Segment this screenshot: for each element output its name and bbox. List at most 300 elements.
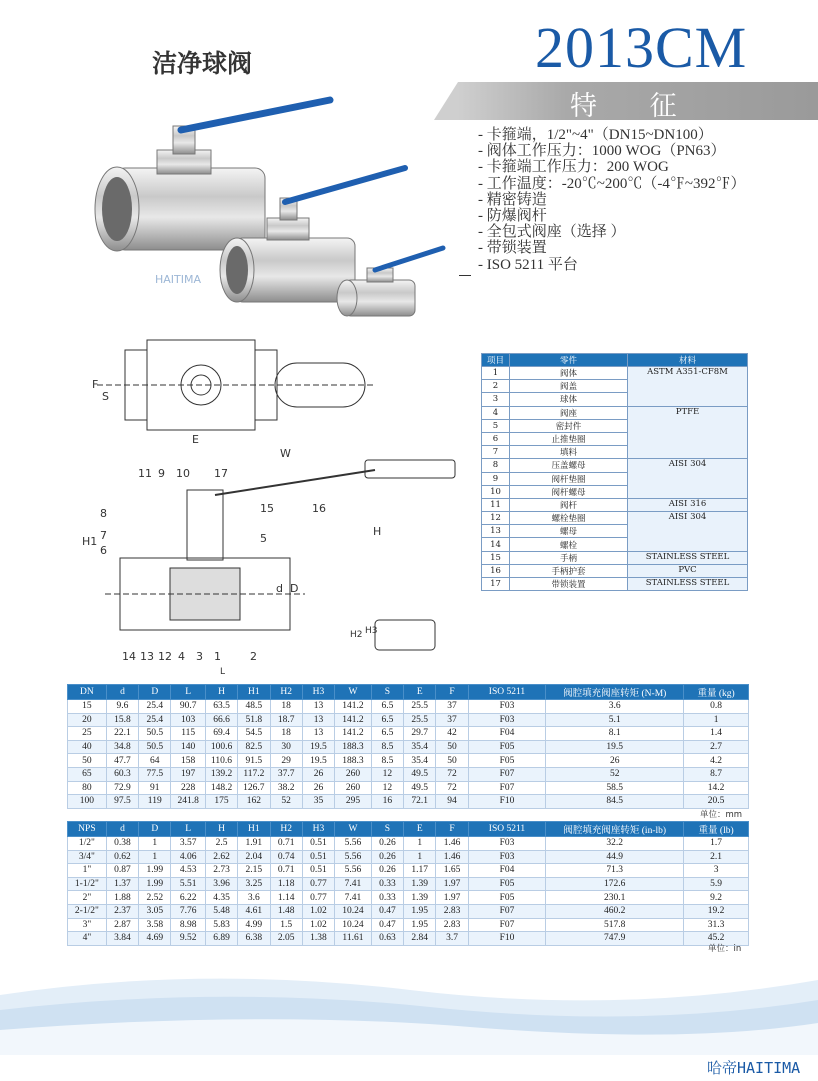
part-number: 14	[482, 538, 510, 551]
imperial-cell: 1	[139, 837, 171, 851]
metric-cell: 72	[436, 767, 468, 781]
metric-cell: 60.3	[106, 767, 138, 781]
imperial-cell: 1.38	[302, 932, 334, 946]
imperial-cell: 3.25	[238, 877, 270, 891]
metric-cell: 110.6	[205, 754, 237, 768]
imperial-header: 重量 (lb)	[684, 822, 749, 837]
metric-cell: 9.6	[106, 700, 138, 714]
part-name: 密封件	[510, 419, 628, 432]
metric-cell: 25	[68, 727, 107, 741]
metric-cell: 22.1	[106, 727, 138, 741]
feature-item: - 防爆阀杆	[478, 208, 547, 225]
imperial-header: F	[436, 822, 468, 837]
metric-cell: 35	[302, 795, 334, 809]
imperial-cell: 1.17	[404, 864, 436, 878]
imperial-header: H1	[238, 822, 270, 837]
imperial-cell: 7.41	[335, 891, 372, 905]
metric-cell: 158	[171, 754, 205, 768]
imperial-cell: 6.89	[205, 932, 237, 946]
imperial-row	[68, 877, 749, 891]
metric-cell: 6.5	[371, 713, 403, 727]
metric-cell: 47.7	[106, 754, 138, 768]
metric-cell: 65	[68, 767, 107, 781]
part-number: 13	[482, 525, 510, 538]
imperial-cell: 45.2	[684, 932, 749, 946]
metric-cell: 8.5	[371, 754, 403, 768]
metric-cell: 50	[68, 754, 107, 768]
metric-cell: 16	[371, 795, 403, 809]
dim-d: d	[276, 582, 283, 595]
imperial-cell: 31.3	[684, 918, 749, 932]
metric-cell: 19.5	[302, 754, 334, 768]
imperial-cell: 6.38	[238, 932, 270, 946]
imperial-cell: 2.37	[106, 904, 138, 918]
part-name: 阀杆	[510, 498, 628, 511]
imperial-row	[68, 864, 749, 878]
metric-row	[68, 713, 749, 727]
metric-header: 阀腔填充阀座转矩 (N-M)	[546, 685, 684, 700]
metric-cell: 18	[270, 727, 302, 741]
metric-cell: 35.4	[404, 740, 436, 754]
metric-cell: 18.7	[270, 713, 302, 727]
imperial-cell: 1.99	[139, 864, 171, 878]
metric-cell: 4.2	[684, 754, 749, 768]
metric-cell: 141.2	[335, 713, 372, 727]
metric-cell: 72.9	[106, 781, 138, 795]
metric-cell: 37	[436, 700, 468, 714]
metric-cell: F05	[468, 740, 546, 754]
metric-row	[68, 795, 749, 809]
parts-table	[481, 353, 748, 591]
imperial-cell: 1.88	[106, 891, 138, 905]
imperial-cell: 8.98	[171, 918, 205, 932]
part-name: 螺栓垫圈	[510, 512, 628, 525]
metric-header: L	[171, 685, 205, 700]
part-number: 5	[482, 419, 510, 432]
imperial-header: ISO 5211	[468, 822, 546, 837]
imperial-cell: 460.2	[546, 904, 684, 918]
balloon-17: 17	[214, 467, 228, 480]
part-material: AISI 304	[628, 459, 748, 499]
balloon-1: 1	[214, 650, 221, 663]
imperial-row	[68, 837, 749, 851]
dim-h1: H1	[82, 535, 98, 548]
metric-cell: 20.5	[684, 795, 749, 809]
metric-cell: 72.1	[404, 795, 436, 809]
parts-row	[482, 406, 748, 419]
imperial-cell: 5.56	[335, 837, 372, 851]
balloon-12: 12	[158, 650, 172, 663]
imperial-cell: 2.15	[238, 864, 270, 878]
metric-cell: 1.4	[684, 727, 749, 741]
parts-row	[482, 498, 748, 511]
imperial-cell: 517.8	[546, 918, 684, 932]
imperial-header: 阀腔填充阀座转矩 (in-lb)	[546, 822, 684, 837]
part-name: 球体	[510, 393, 628, 406]
metric-row	[68, 767, 749, 781]
metric-header: D	[139, 685, 171, 700]
imperial-cell: 1	[404, 837, 436, 851]
imperial-cell: 2-1/2"	[68, 904, 107, 918]
part-number: 10	[482, 485, 510, 498]
imperial-cell: 10.24	[335, 904, 372, 918]
metric-cell: 29.7	[404, 727, 436, 741]
feature-item: - 卡箍端工作压力：200 WOG	[478, 159, 669, 176]
imperial-cell: F04	[468, 864, 546, 878]
metric-spec-table	[67, 684, 749, 809]
imperial-cell: 0.74	[270, 850, 302, 864]
imperial-cell: 1.18	[270, 877, 302, 891]
part-number: 8	[482, 459, 510, 472]
imperial-cell: 2.52	[139, 891, 171, 905]
imperial-row	[68, 932, 749, 946]
imperial-cell: 172.6	[546, 877, 684, 891]
imperial-cell: 0.47	[371, 904, 403, 918]
metric-cell: 25.4	[139, 713, 171, 727]
metric-header: H	[205, 685, 237, 700]
metric-cell: 3.6	[546, 700, 684, 714]
feature-item: - ISO 5211 平台	[478, 256, 578, 273]
metric-header: H1	[238, 685, 270, 700]
imperial-cell: 4.69	[139, 932, 171, 946]
metric-cell: 37.7	[270, 767, 302, 781]
metric-cell: F03	[468, 700, 546, 714]
imperial-cell: 1.99	[139, 877, 171, 891]
metric-cell: 117.2	[238, 767, 270, 781]
metric-header: F	[436, 685, 468, 700]
metric-header: H3	[302, 685, 334, 700]
metric-cell: 50	[436, 740, 468, 754]
feature-item: - 卡箍端，1/2"~4"（DN15~DN100）	[478, 127, 713, 143]
imperial-cell: 1"	[68, 864, 107, 878]
metric-cell: 50	[436, 754, 468, 768]
decorative-wave	[0, 955, 818, 1055]
metric-cell: F04	[468, 727, 546, 741]
imperial-header: L	[171, 822, 205, 837]
balloon-5: 5	[260, 532, 267, 545]
imperial-header: NPS	[68, 822, 107, 837]
metric-cell: 140	[171, 740, 205, 754]
imperial-cell: 4.35	[205, 891, 237, 905]
imperial-cell: F07	[468, 918, 546, 932]
metric-cell: 91	[139, 781, 171, 795]
metric-cell: 13	[302, 713, 334, 727]
imperial-cell: 0.63	[371, 932, 403, 946]
metric-cell: F07	[468, 767, 546, 781]
imperial-header: H3	[302, 822, 334, 837]
part-material: STAINLESS STEEL	[628, 578, 748, 591]
metric-cell: 26	[302, 767, 334, 781]
parts-row	[482, 512, 748, 525]
metric-cell: 119	[139, 795, 171, 809]
metric-cell: 91.5	[238, 754, 270, 768]
model-number: 2013CM	[535, 15, 748, 80]
part-material: STAINLESS STEEL	[628, 551, 748, 564]
imperial-cell: 0.33	[371, 877, 403, 891]
part-name: 阀杆螺母	[510, 485, 628, 498]
imperial-cell: 2.5	[205, 837, 237, 851]
metric-cell: 13	[302, 727, 334, 741]
parts-row	[482, 551, 748, 564]
metric-cell: 260	[335, 781, 372, 795]
imperial-cell: 3.84	[106, 932, 138, 946]
metric-cell: 19.5	[546, 740, 684, 754]
product-photo	[85, 90, 465, 330]
metric-header: DN	[68, 685, 107, 700]
imperial-cell: 1.95	[404, 904, 436, 918]
part-name: 手柄	[510, 551, 628, 564]
part-number: 12	[482, 512, 510, 525]
part-material: PVC	[628, 564, 748, 577]
metric-cell: 8.7	[684, 767, 749, 781]
balloon-10: 10	[176, 467, 190, 480]
imperial-cell: 7.41	[335, 877, 372, 891]
imperial-cell: F05	[468, 877, 546, 891]
imperial-cell: 0.77	[302, 877, 334, 891]
part-number: 15	[482, 551, 510, 564]
imperial-cell: 0.51	[302, 864, 334, 878]
part-number: 17	[482, 578, 510, 591]
imperial-cell: 2.05	[270, 932, 302, 946]
imperial-cell: 2.1	[684, 850, 749, 864]
dim-f: F	[92, 378, 99, 391]
imperial-header: E	[404, 822, 436, 837]
part-material: AISI 316	[628, 498, 748, 511]
features-heading: 特 征	[570, 91, 699, 122]
metric-cell: 162	[238, 795, 270, 809]
metric-cell: 228	[171, 781, 205, 795]
imperial-cell: 32.2	[546, 837, 684, 851]
metric-cell: 52	[270, 795, 302, 809]
metric-cell: 175	[205, 795, 237, 809]
metric-row	[68, 740, 749, 754]
metric-cell: 34.8	[106, 740, 138, 754]
imperial-header: H	[205, 822, 237, 837]
imperial-cell: 19.2	[684, 904, 749, 918]
metric-cell: 241.8	[171, 795, 205, 809]
imperial-cell: 7.76	[171, 904, 205, 918]
metric-cell: 141.2	[335, 700, 372, 714]
metric-cell: 66.6	[205, 713, 237, 727]
feature-item: - 带锁装置	[478, 240, 547, 257]
imperial-cell: 0.51	[302, 837, 334, 851]
metric-cell: 84.5	[546, 795, 684, 809]
imperial-cell: 1.37	[106, 877, 138, 891]
metric-row	[68, 781, 749, 795]
imperial-cell: F03	[468, 850, 546, 864]
metric-cell: 12	[371, 781, 403, 795]
imperial-cell: 2.84	[404, 932, 436, 946]
imperial-cell: 9.52	[171, 932, 205, 946]
metric-cell: 25.5	[404, 700, 436, 714]
imperial-cell: 3.7	[436, 932, 468, 946]
imperial-header: S	[371, 822, 403, 837]
metric-header: d	[106, 685, 138, 700]
imperial-cell: 0.47	[371, 918, 403, 932]
imperial-cell: 1.02	[302, 904, 334, 918]
metric-row	[68, 727, 749, 741]
dim-w: W	[280, 447, 291, 460]
imperial-cell: 4.06	[171, 850, 205, 864]
metric-cell: 42	[436, 727, 468, 741]
metric-cell: 38.2	[270, 781, 302, 795]
part-number: 1	[482, 367, 510, 380]
metric-cell: 6.5	[371, 700, 403, 714]
metric-cell: 148.2	[205, 781, 237, 795]
part-number: 11	[482, 498, 510, 511]
imperial-cell: 4.53	[171, 864, 205, 878]
imperial-cell: 5.56	[335, 850, 372, 864]
imperial-cell: 0.26	[371, 864, 403, 878]
balloon-15: 15	[260, 502, 274, 515]
metric-cell: 100.6	[205, 740, 237, 754]
imperial-cell: F07	[468, 904, 546, 918]
metric-cell: 1	[684, 713, 749, 727]
metric-cell: 15	[68, 700, 107, 714]
part-name: 填料	[510, 446, 628, 459]
metric-cell: 6.5	[371, 727, 403, 741]
imperial-cell: 2"	[68, 891, 107, 905]
imperial-cell: 4.99	[238, 918, 270, 932]
part-number: 9	[482, 472, 510, 485]
features-list	[478, 127, 745, 273]
metric-cell: 115	[171, 727, 205, 741]
imperial-cell: 1/2"	[68, 837, 107, 851]
part-number: 2	[482, 380, 510, 393]
metric-row	[68, 700, 749, 714]
imperial-cell: 6.22	[171, 891, 205, 905]
metric-unit: 单位：mm	[700, 810, 743, 820]
imperial-cell: 11.61	[335, 932, 372, 946]
imperial-cell: 3	[684, 864, 749, 878]
product-title: 洁净球阀	[152, 49, 253, 78]
imperial-cell: 0.33	[371, 891, 403, 905]
imperial-cell: 5.9	[684, 877, 749, 891]
metric-header: H2	[270, 685, 302, 700]
metric-cell: 35.4	[404, 754, 436, 768]
imperial-cell: 230.1	[546, 891, 684, 905]
dim-l: L	[220, 667, 226, 677]
imperial-spec-table	[67, 821, 749, 946]
imperial-cell: 4"	[68, 932, 107, 946]
metric-cell: 100	[68, 795, 107, 809]
imperial-cell: 0.71	[270, 864, 302, 878]
imperial-cell: 1.46	[436, 837, 468, 851]
metric-cell: 94	[436, 795, 468, 809]
imperial-header: H2	[270, 822, 302, 837]
metric-cell: 2.7	[684, 740, 749, 754]
metric-header: E	[404, 685, 436, 700]
metric-cell: 141.2	[335, 727, 372, 741]
photo-watermark: HAITIMA	[155, 273, 202, 286]
metric-cell: 54.5	[238, 727, 270, 741]
metric-cell: 20	[68, 713, 107, 727]
metric-cell: F03	[468, 713, 546, 727]
part-name: 手柄护套	[510, 564, 628, 577]
imperial-row	[68, 850, 749, 864]
imperial-cell: 5.83	[205, 918, 237, 932]
metric-header: ISO 5211	[468, 685, 546, 700]
imperial-cell: 0.87	[106, 864, 138, 878]
balloon-14: 14	[122, 650, 136, 663]
imperial-cell: 4.61	[238, 904, 270, 918]
feature-item: - 精密铸造	[478, 191, 547, 208]
imperial-cell: 2.62	[205, 850, 237, 864]
imperial-cell: 1-1/2"	[68, 877, 107, 891]
imperial-header: d	[106, 822, 138, 837]
imperial-cell: F05	[468, 891, 546, 905]
imperial-cell: 1.02	[302, 918, 334, 932]
imperial-cell: 10.24	[335, 918, 372, 932]
metric-cell: 295	[335, 795, 372, 809]
metric-cell: 50.5	[139, 727, 171, 741]
metric-cell: 197	[171, 767, 205, 781]
metric-cell: 103	[171, 713, 205, 727]
part-number: 3	[482, 393, 510, 406]
part-name: 带锁装置	[510, 578, 628, 591]
imperial-row	[68, 918, 749, 932]
metric-cell: 63.5	[205, 700, 237, 714]
metric-cell: 26	[302, 781, 334, 795]
metric-cell: 8.5	[371, 740, 403, 754]
metric-cell: 29	[270, 754, 302, 768]
imperial-cell: 3.96	[205, 877, 237, 891]
metric-cell: 69.4	[205, 727, 237, 741]
metric-cell: 51.8	[238, 713, 270, 727]
imperial-row	[68, 891, 749, 905]
imperial-cell: 3.58	[139, 918, 171, 932]
part-number: 6	[482, 432, 510, 445]
imperial-cell: 2.83	[436, 904, 468, 918]
balloon-4: 4	[178, 650, 185, 663]
dim-h: H	[373, 525, 382, 538]
imperial-cell: 0.77	[302, 891, 334, 905]
metric-cell: 15.8	[106, 713, 138, 727]
brand-name: 哈帝HAITIMA	[707, 1059, 801, 1077]
imperial-cell: 5.56	[335, 864, 372, 878]
imperial-cell: F03	[468, 837, 546, 851]
metric-cell: 188.3	[335, 754, 372, 768]
part-number: 4	[482, 406, 510, 419]
metric-cell: 126.7	[238, 781, 270, 795]
imperial-row	[68, 904, 749, 918]
imperial-cell: 2.83	[436, 918, 468, 932]
imperial-cell: 0.26	[371, 850, 403, 864]
metric-cell: 49.5	[404, 781, 436, 795]
metric-cell: 0.8	[684, 700, 749, 714]
metric-cell: 90.7	[171, 700, 205, 714]
imperial-cell: 0.38	[106, 837, 138, 851]
metric-row	[68, 754, 749, 768]
parts-header-material: 材料	[628, 354, 748, 367]
part-name: 阀体	[510, 367, 628, 380]
metric-cell: 25.5	[404, 713, 436, 727]
imperial-cell: 71.3	[546, 864, 684, 878]
imperial-cell: 3"	[68, 918, 107, 932]
metric-cell: 139.2	[205, 767, 237, 781]
dim-e: E	[192, 433, 199, 446]
dim-h3: H3	[365, 626, 378, 636]
imperial-unit: 单位：in	[708, 944, 742, 954]
part-material: AISI 304	[628, 512, 748, 552]
imperial-cell: 747.9	[546, 932, 684, 946]
balloon-2: 2	[250, 650, 257, 663]
imperial-cell: 1.5	[270, 918, 302, 932]
imperial-cell: 3.6	[238, 891, 270, 905]
metric-cell: 40	[68, 740, 107, 754]
part-name: 螺栓	[510, 538, 628, 551]
metric-cell: 30	[270, 740, 302, 754]
